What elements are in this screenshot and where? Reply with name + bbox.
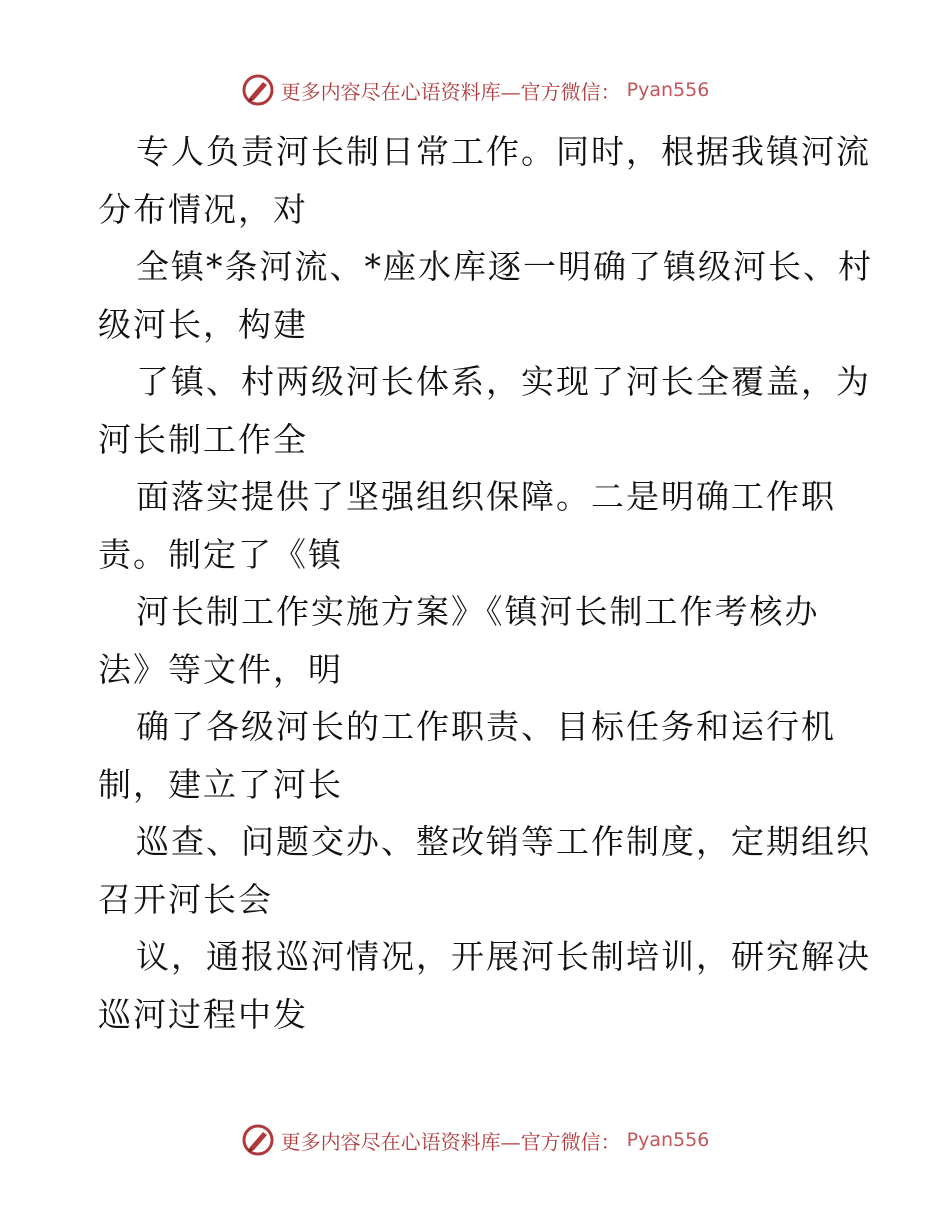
text-line: 确了各级河长的工作职责、目标任务和运行机 (136, 707, 836, 746)
document-body (98, 123, 873, 1043)
watermark-text: 更多内容尽在心语资料库—官方微信： (280, 79, 621, 104)
text-line: 巡查、问题交办、整改销等工作制度，定期组织 (136, 822, 871, 861)
watermark-wechat-id: Pyan556 (626, 79, 710, 101)
pen-logo-icon (241, 73, 275, 107)
watermark-wechat-id: Pyan556 (626, 1129, 710, 1151)
footer-watermark (0, 1120, 950, 1160)
text-line: 法》等文件，明 (98, 649, 343, 689)
text-line: 责。制定了《镇 (98, 534, 343, 574)
text-line: 河长制工作实施方案》《镇河长制工作考核办 (136, 592, 820, 631)
text-line: 制，建立了河长 (98, 764, 343, 804)
text-line: 级河长，构建 (98, 304, 308, 344)
text-line: 面落实提供了坚强组织保障。二是明确工作职 (136, 477, 836, 516)
text-line: 分布情况，对 (98, 189, 308, 229)
text-line: 全镇*条河流、*座水库逐一明确了镇级河长、村 (136, 247, 873, 286)
pen-logo-icon (241, 1123, 275, 1157)
text-line: 了镇、村两级河长体系，实现了河长全覆盖，为 (136, 362, 871, 401)
text-line: 议，通报巡河情况，开展河长制培训，研究解决 (136, 937, 871, 976)
header-watermark (0, 70, 950, 110)
text-line: 召开河长会 (98, 879, 273, 919)
text-line: 专人负责河长制日常工作。同时，根据我镇河流 (136, 132, 871, 171)
watermark-text: 更多内容尽在心语资料库—官方微信： (280, 1129, 621, 1154)
text-line: 巡河过程中发 (98, 994, 308, 1034)
text-line: 河长制工作全 (98, 419, 308, 459)
